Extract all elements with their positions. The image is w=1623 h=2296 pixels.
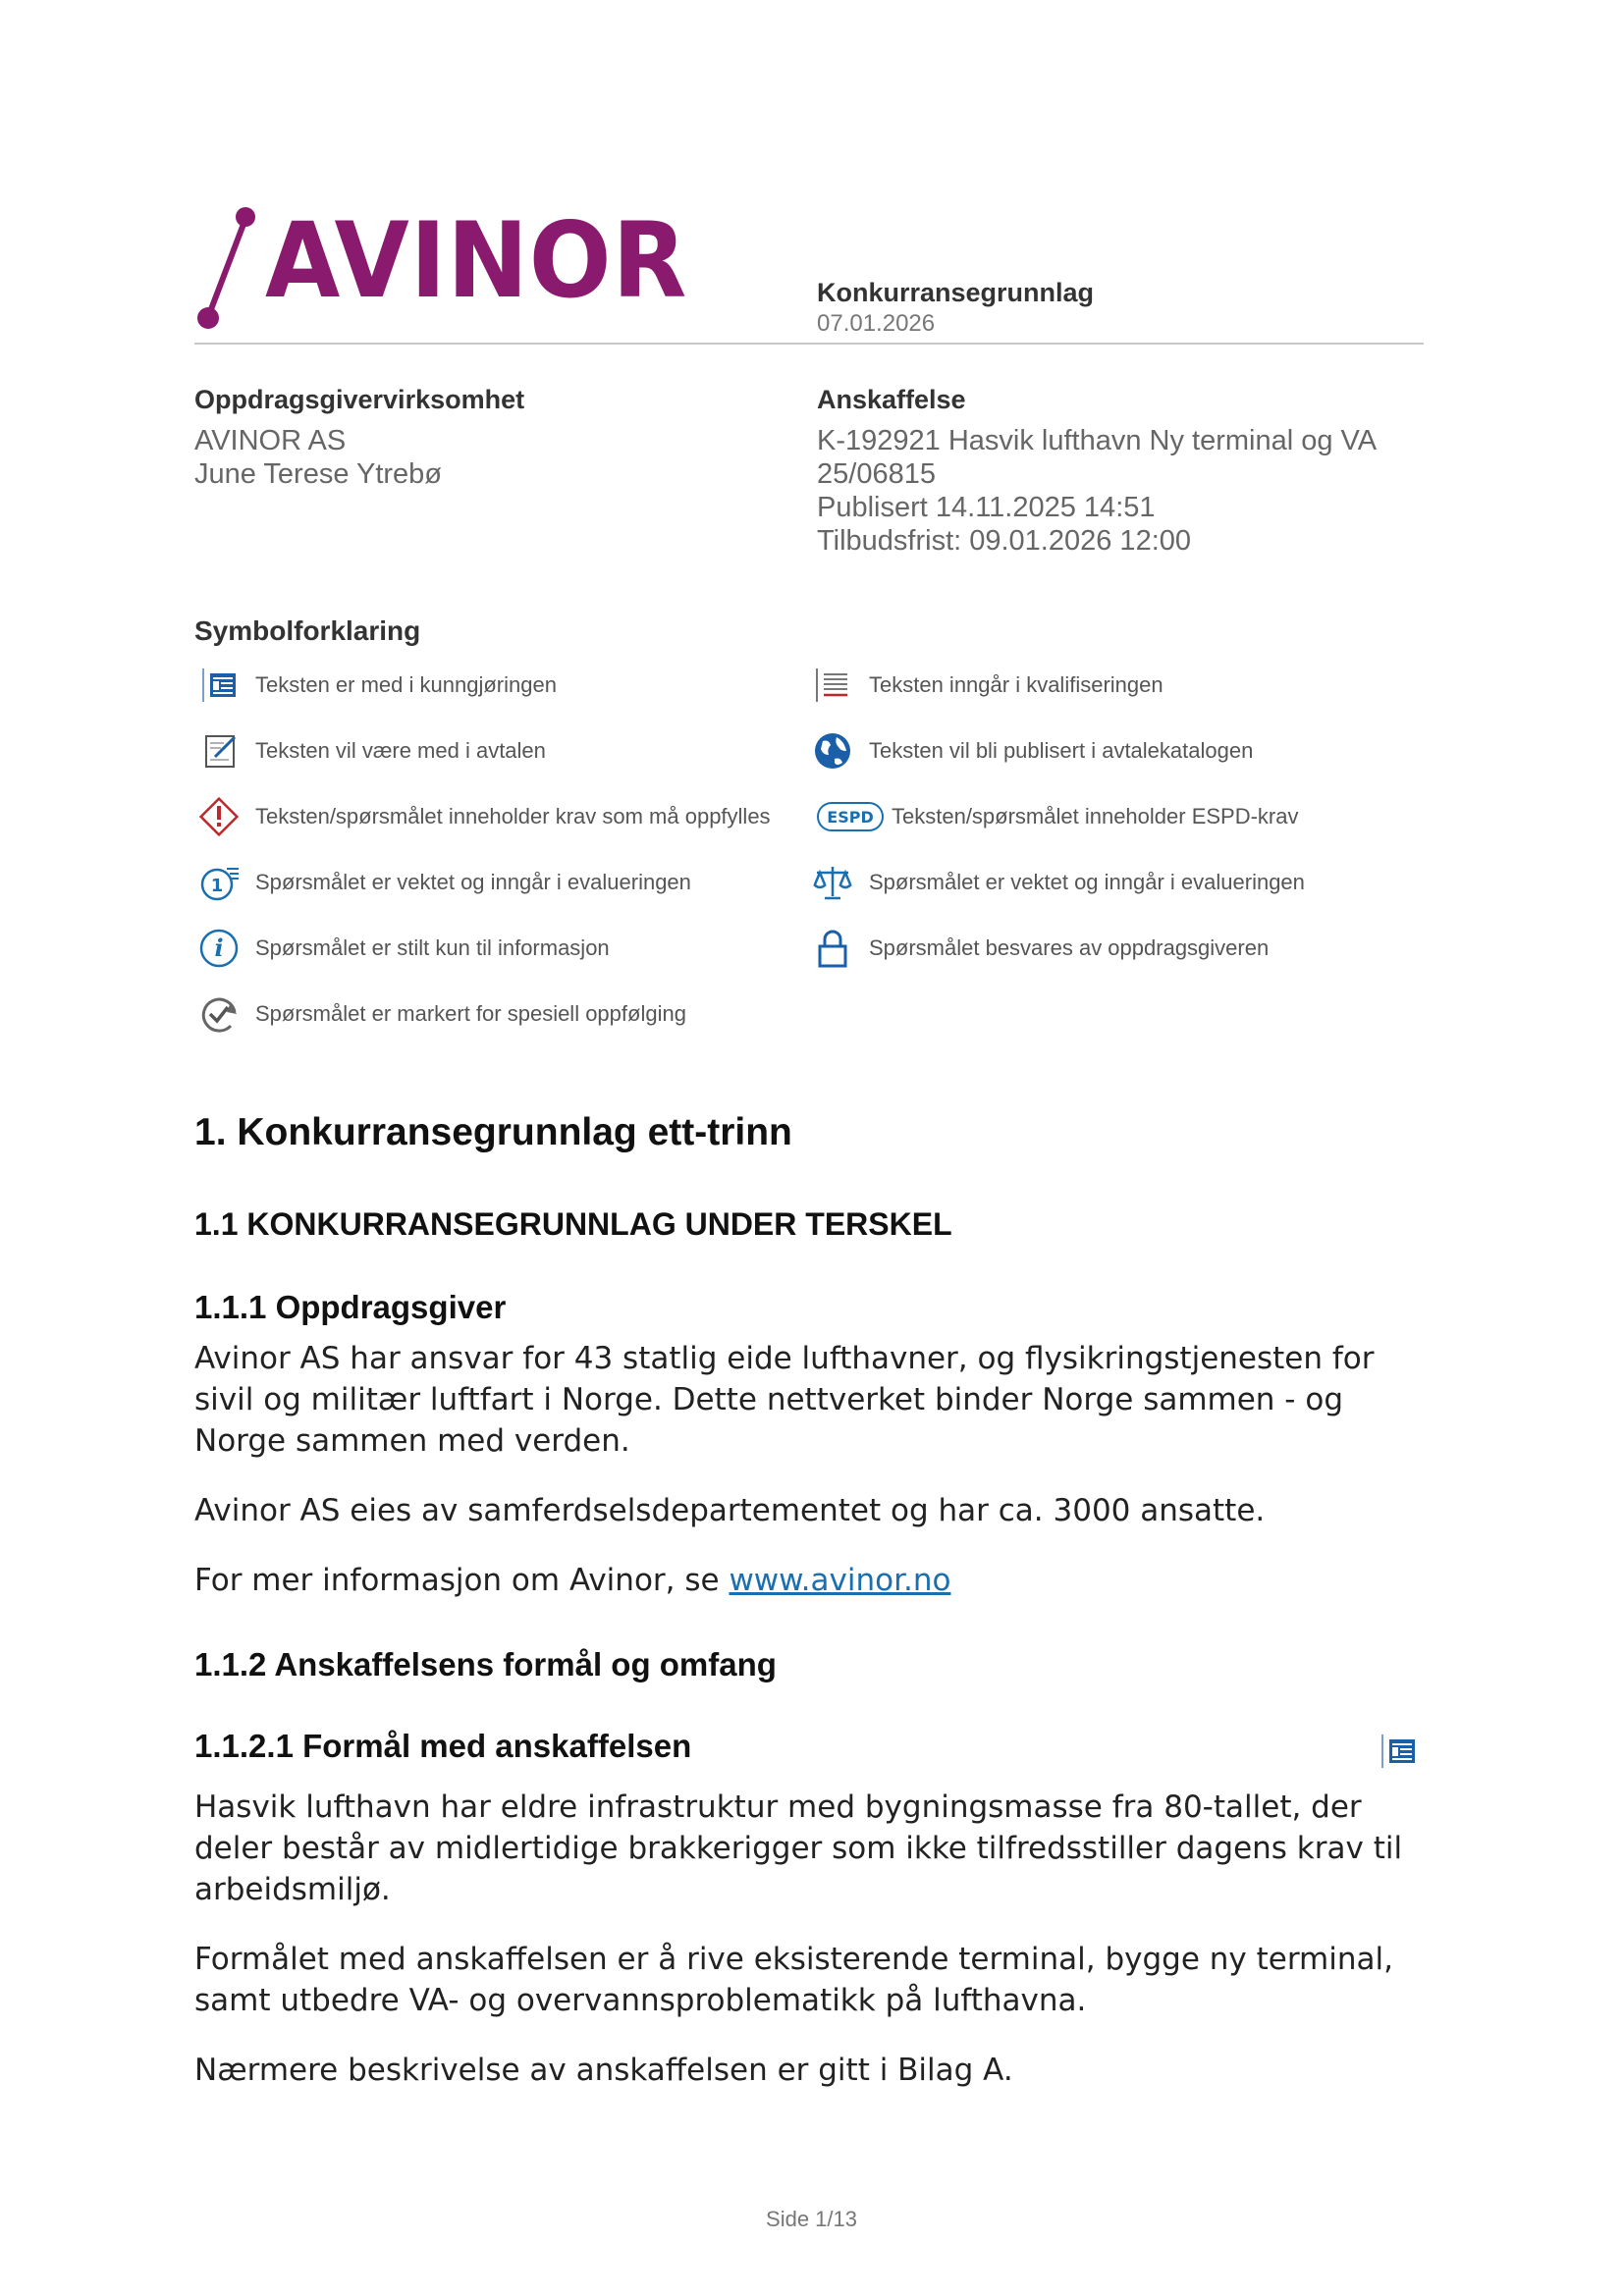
espd-badge-text: ESPD <box>827 807 874 827</box>
document-date: 07.01.2026 <box>817 310 936 337</box>
legend-text: Spørsmålet er stilt kun til informasjon <box>255 935 610 960</box>
legend-text: Spørsmålet besvares av oppdragsgiveren <box>869 935 1270 960</box>
paragraph <box>194 1560 1432 1601</box>
logo-mark-icon <box>194 201 273 334</box>
document-type: Konkurransegrunnlag <box>817 278 1095 307</box>
procurement-published: Publisert 14.11.2025 14:51 <box>817 492 1156 523</box>
paragraph-text: For mer informasjon om Avinor, se <box>194 1563 730 1598</box>
legend-text: Teksten er med i kunngjøringen <box>255 672 557 697</box>
svg-text:1: 1 <box>210 876 224 896</box>
client-contact: June Terese Ytrebø <box>194 458 443 490</box>
announcement-icon <box>196 663 242 708</box>
weighted-number-icon <box>196 860 242 905</box>
espd-icon <box>817 802 884 831</box>
procurement-case-no: 25/06815 <box>817 458 936 490</box>
legend-title: Symbolforklaring <box>194 615 421 646</box>
legend-item <box>196 728 546 774</box>
header-divider <box>194 343 1424 345</box>
client-info <box>194 424 442 491</box>
paragraph: Hasvik lufthavn har eldre infrastruktur med bygningsmasse fra 80-tallet, der deler består av midlertidige brakkerigger som ikke tilfredsstiller dagens krav til arbeidsmiljø. <box>194 1789 1403 1907</box>
legend-item <box>196 926 610 971</box>
legend-item <box>810 860 1305 905</box>
legend-text: Teksten inngår i kvalifiseringen <box>869 672 1163 697</box>
legend-text: Teksten vil være med i avtalen <box>255 738 546 763</box>
contract-icon <box>196 728 242 774</box>
procurement-info <box>817 424 1377 558</box>
legend-item <box>810 926 1269 971</box>
legend-text: Spørsmålet er vektet og inngår i evalueringen <box>869 870 1305 894</box>
paragraph: Avinor AS har ansvar for 43 statlig eide lufthavner, og flysikringstjenesten for sivil og militær luftfart i Norge. Dette nettverket binder Norge sammen - og Norge sammen med verden. <box>194 1341 1375 1459</box>
legend-item <box>196 991 686 1037</box>
globe-icon <box>810 728 855 774</box>
logo-text: AVINOR <box>265 200 688 321</box>
legend-text: Spørsmålet er markert for spesiell oppfølging <box>255 1001 686 1026</box>
info-icon <box>196 926 242 971</box>
legend-item <box>196 860 691 905</box>
qualification-icon <box>810 663 855 708</box>
announcement-icon <box>1379 1732 1418 1776</box>
paragraph: Formålet med anskaffelsen er å rive eksisterende terminal, bygge ny terminal, samt utbedre VA- og overvannsproblematikk på lufthavna. <box>194 1942 1393 2018</box>
legend-item <box>196 663 557 708</box>
legend-text: Teksten/spørsmålet inneholder ESPD-krav <box>892 804 1299 828</box>
legend-text: Teksten vil bli publisert i avtalekatalogen <box>869 738 1254 763</box>
legend-item <box>817 794 1299 839</box>
legend-text: Teksten/spørsmålet inneholder krav som må oppfylles <box>255 804 771 828</box>
client-name: AVINOR AS <box>194 425 347 456</box>
warning-icon <box>196 794 242 839</box>
procurement-deadline: Tilbudsfrist: 09.01.2026 12:00 <box>817 525 1192 557</box>
procurement-title: K-192921 Hasvik lufthavn Ny terminal og VA <box>817 425 1378 456</box>
heading-oppdragsgiver: 1.1.1 Oppdragsgiver <box>194 1289 507 1325</box>
avinor-logo <box>194 200 688 334</box>
procurement-heading: Anskaffelse <box>817 385 966 414</box>
avinor-link[interactable]: www.avinor.no <box>729 1563 951 1598</box>
legend-item <box>810 663 1163 708</box>
legend-item <box>196 794 771 839</box>
subsection-title: 1.1 KONKURRANSEGRUNNLAG UNDER TERSKEL <box>194 1206 952 1242</box>
heading-formal-med-anskaffelsen: 1.1.2.1 Formål med anskaffelsen <box>194 1728 692 1764</box>
followup-icon <box>196 991 242 1037</box>
legend-text: Spørsmålet er vektet og inngår i evalueringen <box>255 870 691 894</box>
section-title: 1. Konkurransegrunnlag ett-trinn <box>194 1111 792 1153</box>
page-number: Side 1/13 <box>766 2207 857 2231</box>
heading-anskaffelse-formal-omfang: 1.1.2 Anskaffelsens formål og omfang <box>194 1646 777 1682</box>
paragraph: Nærmere beskrivelse av anskaffelsen er gitt i Bilag A. <box>194 2053 1013 2088</box>
paragraph: Avinor AS eies av samferdselsdepartementet og har ca. 3000 ansatte. <box>194 1493 1266 1528</box>
client-heading: Oppdragsgivervirksomhet <box>194 385 525 414</box>
lock-icon <box>810 926 855 971</box>
section-oppdragsgiver <box>194 1338 1432 1601</box>
scales-icon <box>810 860 855 905</box>
svg-text:i: i <box>214 934 224 962</box>
section-formal <box>194 1787 1441 2091</box>
legend-item <box>810 728 1253 774</box>
